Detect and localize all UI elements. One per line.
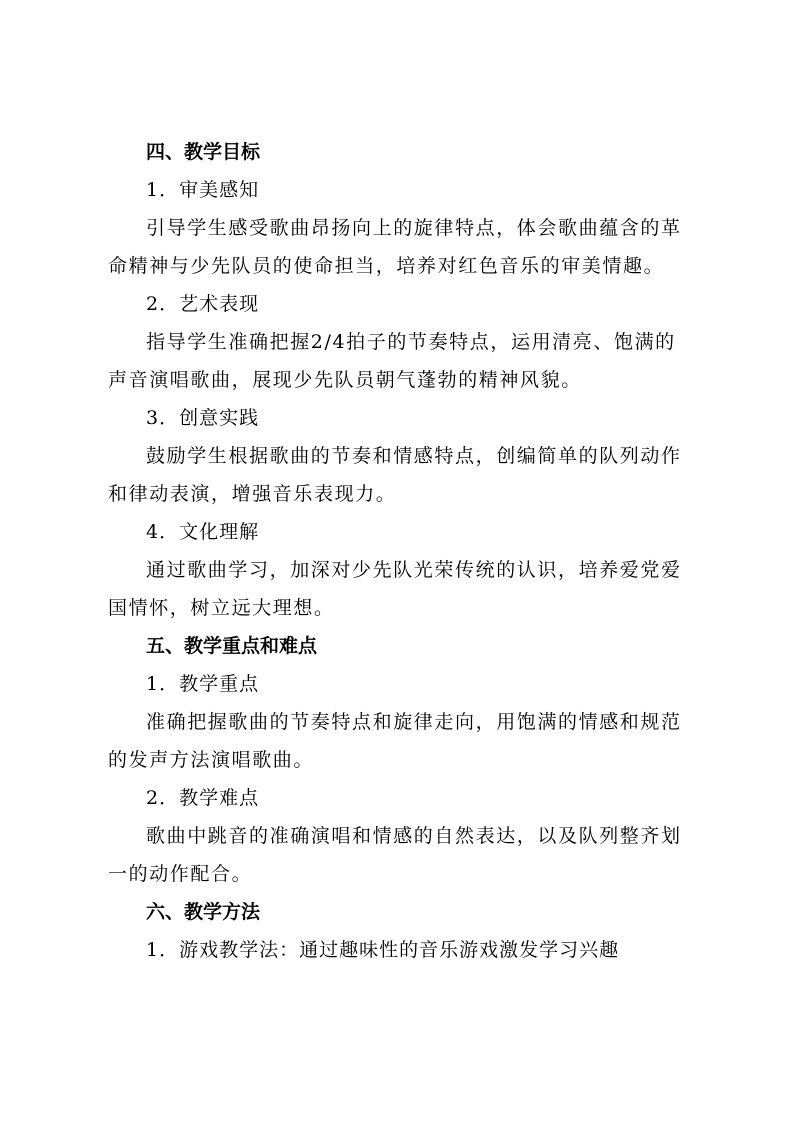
subheading-aesthetic-perception: 1．审美感知	[146, 179, 260, 201]
paragraph-line: 指导学生准确把握2/4拍子的节奏特点，运用清亮、饱满的	[146, 331, 676, 353]
subheading-artistic-expression: 2．艺术表现	[146, 293, 260, 315]
section-heading-key-points: 五、教学重点和难点	[146, 635, 318, 657]
subheading-teaching-difficulty: 2．教学难点	[146, 787, 260, 809]
paragraph-line: 命精神与少先队员的使命担当，培养对红色音乐的审美情趣。	[108, 255, 665, 277]
subheading-teaching-focus: 1．教学重点	[146, 673, 260, 695]
paragraph-line: 一的动作配合。	[108, 863, 253, 885]
paragraph-line: 声音演唱歌曲，展现少先队员朝气蓬勃的精神风貌。	[108, 369, 582, 391]
paragraph-line: 通过歌曲学习，加深对少先队光荣传统的认识，培养爱党爱	[146, 559, 682, 581]
paragraph-line: 歌曲中跳音的准确演唱和情感的自然表达，以及队列整齐划	[146, 825, 682, 847]
section-heading-methods: 六、教学方法	[146, 901, 261, 923]
paragraph-line: 鼓励学生根据歌曲的节奏和情感特点，创编简单的队列动作	[146, 445, 682, 467]
paragraph-line: 和律动表演，增强音乐表现力。	[108, 483, 397, 505]
paragraph-line: 准确把握歌曲的节奏特点和旋律走向，用饱满的情感和规范	[146, 711, 682, 733]
section-heading-objectives: 四、教学目标	[146, 141, 261, 163]
document-body	[108, 133, 698, 969]
subheading-cultural-understanding: 4．文化理解	[146, 521, 260, 543]
paragraph-line: 的发声方法演唱歌曲。	[108, 749, 315, 771]
subheading-creative-practice: 3．创意实践	[146, 407, 260, 429]
paragraph-line: 国情怀，树立远大理想。	[108, 597, 335, 619]
subheading-game-method: 1．游戏教学法：通过趣味性的音乐游戏激发学习兴趣	[146, 939, 620, 961]
paragraph-line: 引导学生感受歌曲昂扬向上的旋律特点，体会歌曲蕴含的革	[146, 217, 682, 239]
